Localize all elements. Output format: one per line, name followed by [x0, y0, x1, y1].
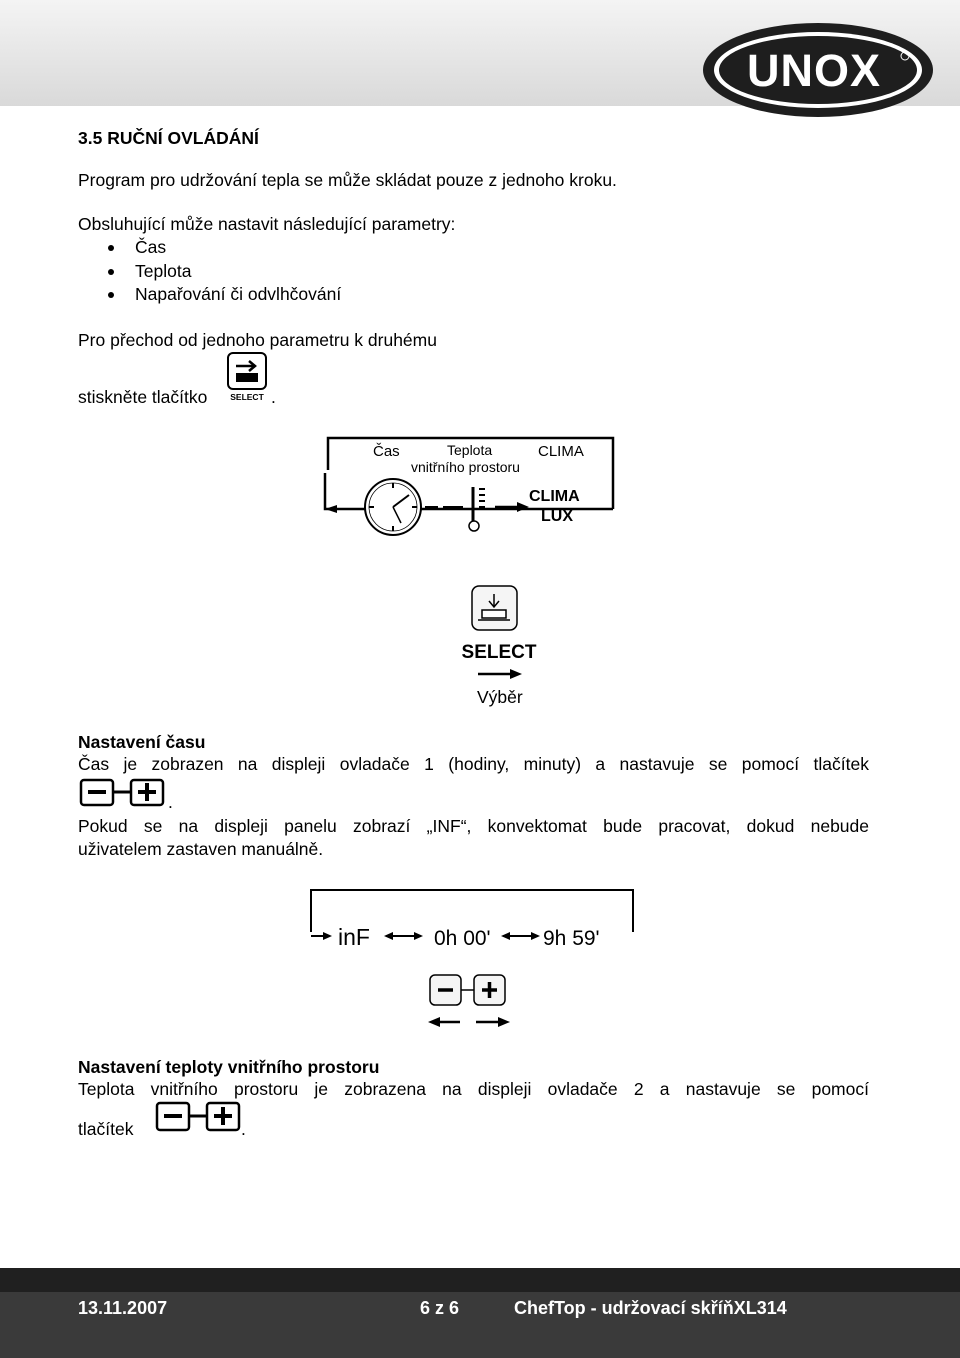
- list-item: Napařování či odvlhčování: [108, 283, 341, 307]
- svg-text:Teplota: Teplota: [447, 442, 493, 458]
- params-lead: Obsluhující může nastavit následující parametry:: [78, 214, 456, 234]
- temp-text-2: tlačítek: [78, 1119, 134, 1139]
- svg-text:vnitřního prostoru: vnitřního prostoru: [411, 459, 520, 475]
- svg-text:9h 59': 9h 59': [543, 927, 600, 950]
- footer-date: 13.11.2007: [78, 1298, 168, 1318]
- clock-icon: [365, 479, 421, 535]
- params-list: [108, 236, 341, 307]
- footer-title: ChefTop - udržovací skříňXL314: [514, 1298, 787, 1318]
- temp-heading: Nastavení teploty vnitřního prostoru: [78, 1057, 380, 1077]
- time-range-diagram: [306, 884, 638, 954]
- temp-text-1: Teplota vnitřního prostoru je zobrazena na displeji ovladače 2 a nastavuje se pomocí: [78, 1079, 869, 1099]
- temp-period: .: [241, 1119, 246, 1139]
- list-item: Teplota: [108, 260, 341, 284]
- intro-text: Program pro udržování tepla se může skládat pouze z jednoho kroku.: [78, 170, 617, 190]
- minus-plus-keys-diagram: [426, 972, 514, 1032]
- time-text-2: Pokud se na displeji panelu zobrazí „INF“, konvektomat bude pracovat, dokud nebude: [78, 816, 869, 836]
- time-text-1: Čas je zobrazen na displeji ovladače 1 (hodiny, minuty) a nastavuje se pomocí tlačítek: [78, 754, 869, 774]
- svg-text:CLIMA: CLIMA: [538, 443, 584, 460]
- svg-text:Čas: Čas: [373, 443, 400, 460]
- unox-logo: [700, 20, 936, 120]
- footer-page: 6 z 6: [420, 1298, 460, 1318]
- select-caption: Výběr: [477, 687, 523, 707]
- svg-text:SELECT: SELECT: [461, 642, 537, 663]
- select-button-icon: [224, 352, 270, 404]
- transition-text-2: stiskněte tlačítko: [78, 387, 208, 407]
- logo-text: UNOX: [746, 45, 882, 96]
- time-period: .: [168, 792, 173, 812]
- time-heading: Nastavení času: [78, 732, 206, 752]
- svg-text:CLIMA: CLIMA: [529, 488, 580, 505]
- section-title: 3.5 RUČNÍ OVLÁDÁNÍ: [78, 128, 259, 148]
- select-key-diagram: [458, 582, 542, 682]
- svg-text:LUX: LUX: [541, 508, 573, 525]
- svg-text:inF: inF: [338, 924, 370, 950]
- list-item: Čas: [108, 236, 341, 260]
- transition-text-1: Pro přechod od jednoho parametru k druhému: [78, 330, 437, 350]
- time-text-3: uživatelem zastaven manuálně.: [78, 839, 324, 859]
- svg-text:SELECT: SELECT: [230, 392, 264, 402]
- transition-period: .: [271, 387, 276, 407]
- parameter-flow-diagram: [323, 435, 618, 537]
- svg-text:0h 00': 0h 00': [434, 927, 491, 950]
- minus-plus-buttons-icon: [155, 1101, 243, 1133]
- minus-plus-buttons-icon: [79, 778, 167, 808]
